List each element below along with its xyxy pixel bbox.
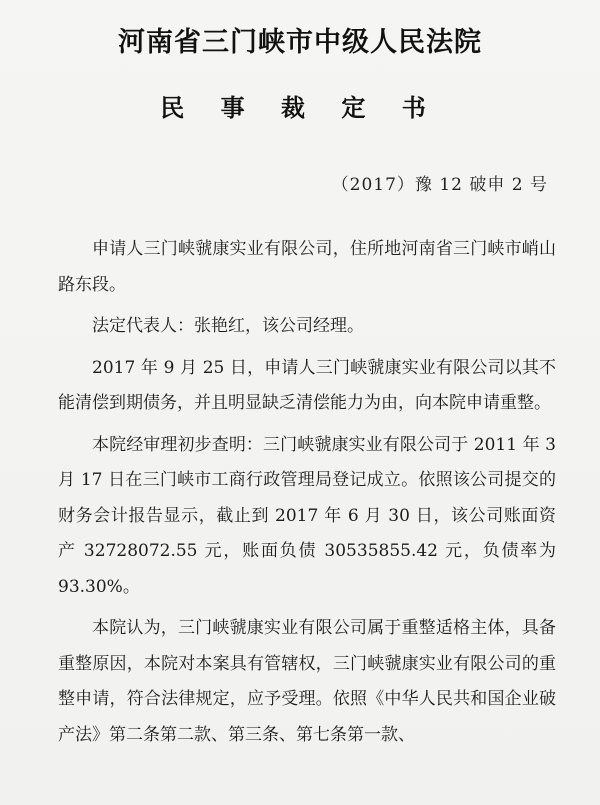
paragraph-court-opinion: 本院认为，三门峡虢康实业有限公司属于重整适格主体，具备重整原因，本院对本案具有管辖权，三门峡虢康实业有限公司的重整申请，符合法律规定，应予受理。依照《中华人民共和国企业破产法》第二条第二款、第三条、第七条第一款、: [58, 618, 556, 745]
case-number: （2017）豫 12 破申 2 号: [331, 175, 548, 195]
paragraph-findings: 本院经审理初步查明：三门峡虢康实业有限公司于 2011 年 3 月 17 日在三门峡市工商行政管理局登记成立。依照该公司提交的财务会计报告显示，截止到 2017 年 6 月 30 日，该公司账面资产 32728072.55 元，账面负债 30535855.42 元，负债率为 93.30%。: [58, 434, 556, 597]
paragraph-legal-representative: 法定代表人：张艳红，该公司经理。: [92, 316, 364, 336]
court-name-heading: 河南省三门峡市中级人民法院: [118, 27, 482, 58]
document-type-heading: 民 事 裁 定 书: [160, 94, 440, 122]
paragraph-application: 2017 年 9 月 25 日，申请人三门峡虢康实业有限公司以其不能清偿到期债务，并且明显缺乏清偿能力为由，向本院申请重整。: [58, 357, 556, 413]
ruling-body: [58, 232, 556, 759]
paragraph-applicant: 申请人三门峡虢康实业有限公司，住所地河南省三门峡市峭山路东段。: [58, 239, 556, 295]
